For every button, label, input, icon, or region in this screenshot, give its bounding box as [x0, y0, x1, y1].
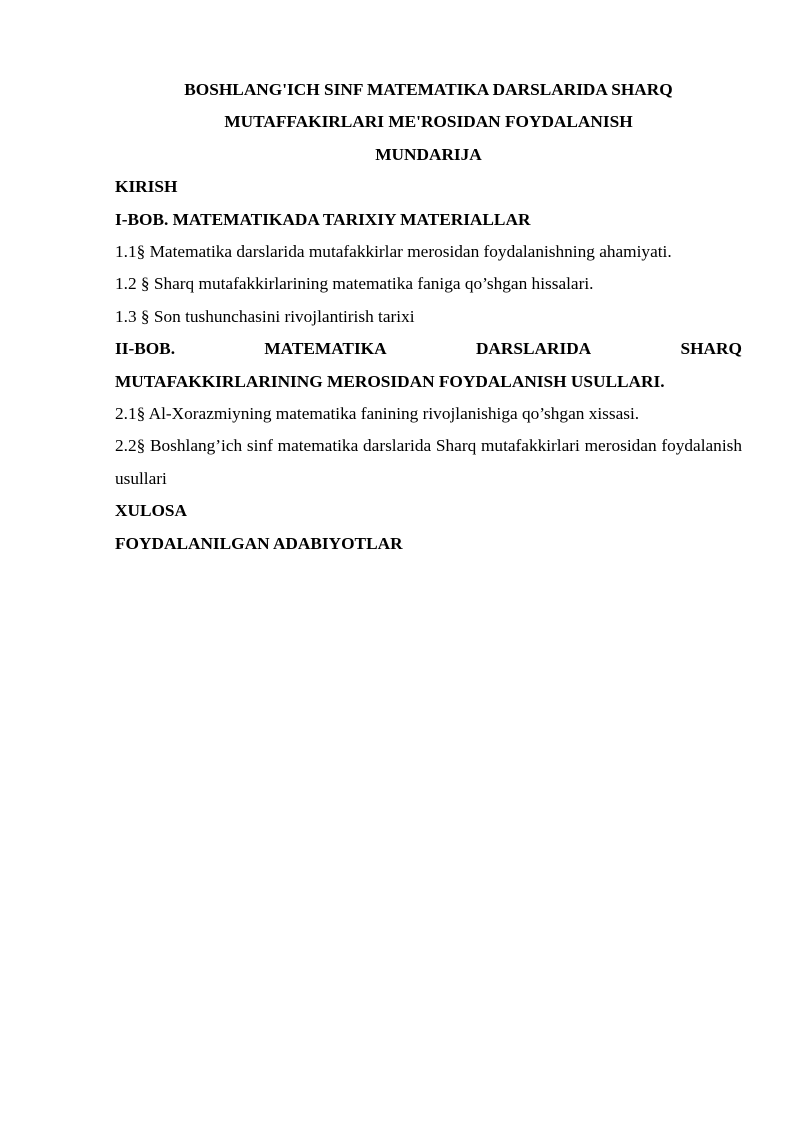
toc-conclusion: XULOSA	[115, 501, 188, 521]
toc-chapter-2-word: MATEMATIKA	[264, 339, 387, 359]
toc-chapter-2-line-1	[115, 333, 742, 365]
toc-references: FOYDALANILGAN ADABIYOTLAR	[115, 533, 403, 553]
contents-heading: MUNDARIJA	[375, 144, 482, 164]
toc-section-2-1: 2.1§ Al-Xorazmiyning matematika fanining rivojlanishiga qo’shgan xissasi.	[115, 404, 640, 424]
toc-chapter-2-line-2: MUTAFAKKIRLARINING MEROSIDAN FOYDALANISH USULLARI.	[115, 371, 665, 391]
toc-section-1-1: 1.1§ Matematika darslarida mutafakkirlar merosidan foydalanishning ahamiyati.	[115, 242, 672, 262]
toc-chapter-2-word: DARSLARIDA	[475, 339, 592, 359]
toc-section-2-2: 2.2§ Boshlang’ich sinf matematika darslarida Sharq mutafakkirlari merosidan foydalanish usullari	[115, 436, 742, 488]
toc-chapter-2-word: SHARQ	[680, 339, 742, 359]
toc-chapter-1: I-BOB. MATEMATIKADA TARIXIY MATERIALLAR	[115, 209, 531, 229]
toc-intro: KIRISH	[115, 177, 178, 197]
document-title-line-1: BOSHLANG'ICH SINF MATEMATIKA DARSLARIDA SHARQ	[184, 80, 673, 99]
toc-section-1-3: 1.3 § Son tushunchasini rivojlantirish tarixi	[115, 306, 415, 326]
document-page	[115, 74, 742, 560]
toc-chapter-2-word: II-BOB.	[115, 339, 176, 359]
document-title-line-2: MUTAFFAKIRLARI ME'ROSIDAN FOYDALANISH	[224, 112, 633, 132]
toc-section-1-2: 1.2 § Sharq mutafakkirlarining matematika faniga qo’shgan hissalari.	[115, 274, 594, 294]
